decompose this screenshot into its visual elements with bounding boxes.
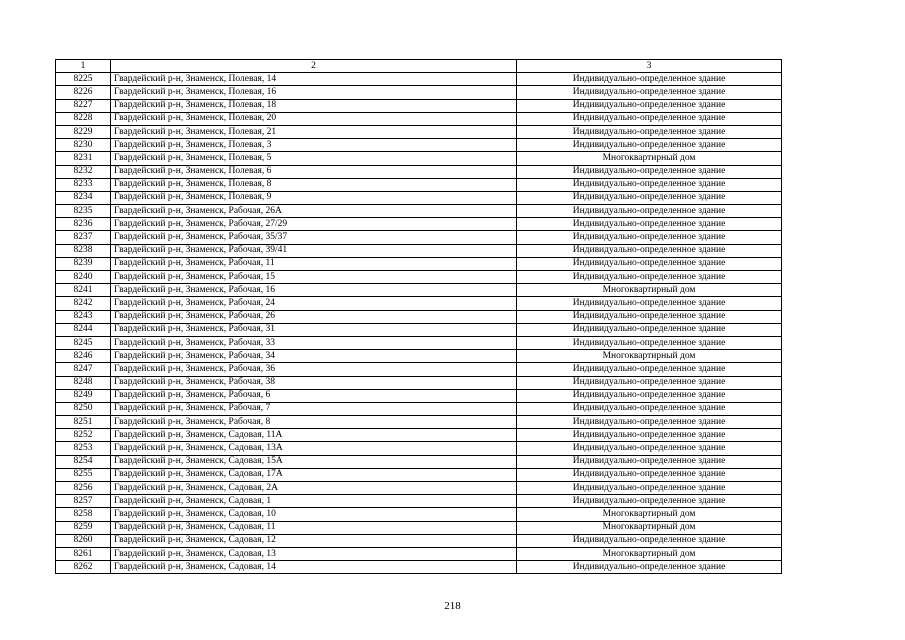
cell-number: 8231 bbox=[56, 152, 111, 165]
table-row bbox=[56, 336, 782, 349]
cell-address: Гвардейский р-н, Знаменск, Рабочая, 27/29 bbox=[111, 218, 517, 231]
cell-number: 8240 bbox=[56, 271, 111, 284]
cell-number: 8252 bbox=[56, 429, 111, 442]
table-row bbox=[56, 297, 782, 310]
table-row bbox=[56, 139, 782, 152]
cell-building-type: Индивидуально-определенное здание bbox=[517, 178, 782, 191]
cell-building-type: Индивидуально-определенное здание bbox=[517, 429, 782, 442]
table-row bbox=[56, 271, 782, 284]
cell-address: Гвардейский р-н, Знаменск, Полевая, 16 bbox=[111, 86, 517, 99]
table-row bbox=[56, 495, 782, 508]
cell-building-type: Индивидуально-определенное здание bbox=[517, 416, 782, 429]
cell-building-type: Индивидуально-определенное здание bbox=[517, 336, 782, 349]
cell-number: 8232 bbox=[56, 165, 111, 178]
cell-number: 8245 bbox=[56, 336, 111, 349]
table-row bbox=[56, 73, 782, 86]
cell-number: 8258 bbox=[56, 508, 111, 521]
table-row bbox=[56, 547, 782, 560]
cell-address: Гвардейский р-н, Знаменск, Садовая, 13 bbox=[111, 547, 517, 560]
cell-number: 8247 bbox=[56, 363, 111, 376]
table-row bbox=[56, 323, 782, 336]
cell-building-type: Многоквартирный дом bbox=[517, 350, 782, 363]
cell-number: 8249 bbox=[56, 389, 111, 402]
table-row bbox=[56, 191, 782, 204]
cell-address: Гвардейский р-н, Знаменск, Рабочая, 15 bbox=[111, 271, 517, 284]
cell-number: 8238 bbox=[56, 244, 111, 257]
cell-number: 8229 bbox=[56, 125, 111, 138]
cell-number: 8261 bbox=[56, 547, 111, 560]
cell-building-type: Индивидуально-определенное здание bbox=[517, 376, 782, 389]
table-row bbox=[56, 152, 782, 165]
cell-building-type: Индивидуально-определенное здание bbox=[517, 468, 782, 481]
table-row bbox=[56, 99, 782, 112]
cell-number: 8234 bbox=[56, 191, 111, 204]
cell-building-type: Индивидуально-определенное здание bbox=[517, 231, 782, 244]
table-row bbox=[56, 416, 782, 429]
table-row bbox=[56, 178, 782, 191]
cell-number: 8254 bbox=[56, 455, 111, 468]
table-row bbox=[56, 310, 782, 323]
cell-address: Гвардейский р-н, Знаменск, Рабочая, 34 bbox=[111, 350, 517, 363]
cell-address: Гвардейский р-н, Знаменск, Полевая, 3 bbox=[111, 139, 517, 152]
cell-address: Гвардейский р-н, Знаменск, Садовая, 17А bbox=[111, 468, 517, 481]
cell-building-type: Индивидуально-определенное здание bbox=[517, 297, 782, 310]
cell-address: Гвардейский р-н, Знаменск, Садовая, 11 bbox=[111, 521, 517, 534]
cell-number: 8259 bbox=[56, 521, 111, 534]
cell-building-type: Многоквартирный дом bbox=[517, 521, 782, 534]
cell-building-type: Индивидуально-определенное здание bbox=[517, 73, 782, 86]
cell-number: 8253 bbox=[56, 442, 111, 455]
cell-building-type: Индивидуально-определенное здание bbox=[517, 310, 782, 323]
cell-address: Гвардейский р-н, Знаменск, Полевая, 8 bbox=[111, 178, 517, 191]
table-row bbox=[56, 218, 782, 231]
cell-number: 8225 bbox=[56, 73, 111, 86]
cell-number: 8242 bbox=[56, 297, 111, 310]
cell-building-type: Индивидуально-определенное здание bbox=[517, 323, 782, 336]
cell-address: Гвардейский р-н, Знаменск, Полевая, 14 bbox=[111, 73, 517, 86]
cell-number: 8257 bbox=[56, 495, 111, 508]
table-row bbox=[56, 468, 782, 481]
cell-building-type: Индивидуально-определенное здание bbox=[517, 257, 782, 270]
page-number: 218 bbox=[444, 600, 461, 612]
cell-building-type: Индивидуально-определенное здание bbox=[517, 191, 782, 204]
cell-number: 8233 bbox=[56, 178, 111, 191]
cell-building-type: Индивидуально-определенное здание bbox=[517, 139, 782, 152]
table-row bbox=[56, 244, 782, 257]
cell-number: 8251 bbox=[56, 416, 111, 429]
cell-address: Гвардейский р-н, Знаменск, Рабочая, 26 bbox=[111, 310, 517, 323]
cell-address: Гвардейский р-н, Знаменск, Садовая, 15А bbox=[111, 455, 517, 468]
cell-address: Гвардейский р-н, Знаменск, Рабочая, 26А bbox=[111, 205, 517, 218]
cell-number: 8250 bbox=[56, 402, 111, 415]
cell-building-type: Многоквартирный дом bbox=[517, 152, 782, 165]
column-header-address: 2 bbox=[111, 60, 517, 73]
cell-building-type: Индивидуально-определенное здание bbox=[517, 455, 782, 468]
cell-number: 8236 bbox=[56, 218, 111, 231]
cell-address: Гвардейский р-н, Знаменск, Садовая, 12 bbox=[111, 534, 517, 547]
cell-address: Гвардейский р-н, Знаменск, Полевая, 6 bbox=[111, 165, 517, 178]
table-row bbox=[56, 284, 782, 297]
table-body bbox=[56, 73, 782, 574]
cell-address: Гвардейский р-н, Знаменск, Рабочая, 24 bbox=[111, 297, 517, 310]
cell-address: Гвардейский р-н, Знаменск, Садовая, 13А bbox=[111, 442, 517, 455]
cell-building-type: Индивидуально-определенное здание bbox=[517, 495, 782, 508]
cell-address: Гвардейский р-н, Знаменск, Полевая, 5 bbox=[111, 152, 517, 165]
cell-address: Гвардейский р-н, Знаменск, Рабочая, 35/37 bbox=[111, 231, 517, 244]
cell-building-type: Индивидуально-определенное здание bbox=[517, 112, 782, 125]
cell-building-type: Индивидуально-определенное здание bbox=[517, 205, 782, 218]
cell-number: 8239 bbox=[56, 257, 111, 270]
cell-building-type: Индивидуально-определенное здание bbox=[517, 244, 782, 257]
cell-address: Гвардейский р-н, Знаменск, Рабочая, 6 bbox=[111, 389, 517, 402]
cell-building-type: Индивидуально-определенное здание bbox=[517, 389, 782, 402]
cell-building-type: Многоквартирный дом bbox=[517, 284, 782, 297]
cell-building-type: Индивидуально-определенное здание bbox=[517, 165, 782, 178]
table-row bbox=[56, 363, 782, 376]
cell-number: 8262 bbox=[56, 561, 111, 574]
cell-address: Гвардейский р-н, Знаменск, Рабочая, 11 bbox=[111, 257, 517, 270]
cell-building-type: Индивидуально-определенное здание bbox=[517, 363, 782, 376]
cell-address: Гвардейский р-н, Знаменск, Рабочая, 16 bbox=[111, 284, 517, 297]
cell-address: Гвардейский р-н, Знаменск, Садовая, 1 bbox=[111, 495, 517, 508]
cell-address: Гвардейский р-н, Знаменск, Садовая, 10 bbox=[111, 508, 517, 521]
cell-number: 8241 bbox=[56, 284, 111, 297]
cell-number: 8235 bbox=[56, 205, 111, 218]
cell-building-type: Индивидуально-определенное здание bbox=[517, 534, 782, 547]
cell-address: Гвардейский р-н, Знаменск, Полевая, 18 bbox=[111, 99, 517, 112]
cell-number: 8237 bbox=[56, 231, 111, 244]
table-header-row bbox=[56, 60, 782, 73]
table-row bbox=[56, 376, 782, 389]
table-row bbox=[56, 561, 782, 574]
cell-building-type: Индивидуально-определенное здание bbox=[517, 99, 782, 112]
cell-building-type: Индивидуально-определенное здание bbox=[517, 86, 782, 99]
cell-building-type: Многоквартирный дом bbox=[517, 547, 782, 560]
cell-address: Гвардейский р-н, Знаменск, Рабочая, 36 bbox=[111, 363, 517, 376]
table-row bbox=[56, 257, 782, 270]
table-row bbox=[56, 125, 782, 138]
cell-number: 8255 bbox=[56, 468, 111, 481]
table-row bbox=[56, 508, 782, 521]
cell-number: 8256 bbox=[56, 482, 111, 495]
table-row bbox=[56, 350, 782, 363]
cell-address: Гвардейский р-н, Знаменск, Рабочая, 38 bbox=[111, 376, 517, 389]
cell-number: 8243 bbox=[56, 310, 111, 323]
cell-address: Гвардейский р-н, Знаменск, Рабочая, 7 bbox=[111, 402, 517, 415]
cell-building-type: Индивидуально-определенное здание bbox=[517, 125, 782, 138]
cell-address: Гвардейский р-н, Знаменск, Рабочая, 8 bbox=[111, 416, 517, 429]
cell-address: Гвардейский р-н, Знаменск, Рабочая, 33 bbox=[111, 336, 517, 349]
cell-address: Гвардейский р-н, Знаменск, Полевая, 9 bbox=[111, 191, 517, 204]
cell-address: Гвардейский р-н, Знаменск, Полевая, 21 bbox=[111, 125, 517, 138]
table-row bbox=[56, 112, 782, 125]
table-row bbox=[56, 482, 782, 495]
cell-number: 8244 bbox=[56, 323, 111, 336]
table-row bbox=[56, 534, 782, 547]
cell-number: 8228 bbox=[56, 112, 111, 125]
cell-address: Гвардейский р-н, Знаменск, Садовая, 14 bbox=[111, 561, 517, 574]
table-row bbox=[56, 389, 782, 402]
cell-address: Гвардейский р-н, Знаменск, Садовая, 11А bbox=[111, 429, 517, 442]
cell-address: Гвардейский р-н, Знаменск, Садовая, 2А bbox=[111, 482, 517, 495]
table-row bbox=[56, 442, 782, 455]
cell-number: 8230 bbox=[56, 139, 111, 152]
cell-address: Гвардейский р-н, Знаменск, Рабочая, 31 bbox=[111, 323, 517, 336]
column-header-type: 3 bbox=[517, 60, 782, 73]
cell-building-type: Индивидуально-определенное здание bbox=[517, 561, 782, 574]
table-row bbox=[56, 521, 782, 534]
cell-number: 8246 bbox=[56, 350, 111, 363]
cell-building-type: Индивидуально-определенное здание bbox=[517, 482, 782, 495]
table-row bbox=[56, 86, 782, 99]
cell-address: Гвардейский р-н, Знаменск, Рабочая, 39/41 bbox=[111, 244, 517, 257]
column-header-number: 1 bbox=[56, 60, 111, 73]
cell-number: 8260 bbox=[56, 534, 111, 547]
table-row bbox=[56, 429, 782, 442]
cell-number: 8227 bbox=[56, 99, 111, 112]
table-row bbox=[56, 455, 782, 468]
property-register-table bbox=[55, 59, 782, 574]
cell-building-type: Индивидуально-определенное здание bbox=[517, 218, 782, 231]
cell-number: 8248 bbox=[56, 376, 111, 389]
table-row bbox=[56, 205, 782, 218]
cell-building-type: Индивидуально-определенное здание bbox=[517, 442, 782, 455]
cell-building-type: Индивидуально-определенное здание bbox=[517, 402, 782, 415]
cell-number: 8226 bbox=[56, 86, 111, 99]
cell-building-type: Индивидуально-определенное здание bbox=[517, 271, 782, 284]
table-row bbox=[56, 165, 782, 178]
cell-address: Гвардейский р-н, Знаменск, Полевая, 20 bbox=[111, 112, 517, 125]
table-row bbox=[56, 402, 782, 415]
cell-building-type: Многоквартирный дом bbox=[517, 508, 782, 521]
table-row bbox=[56, 231, 782, 244]
